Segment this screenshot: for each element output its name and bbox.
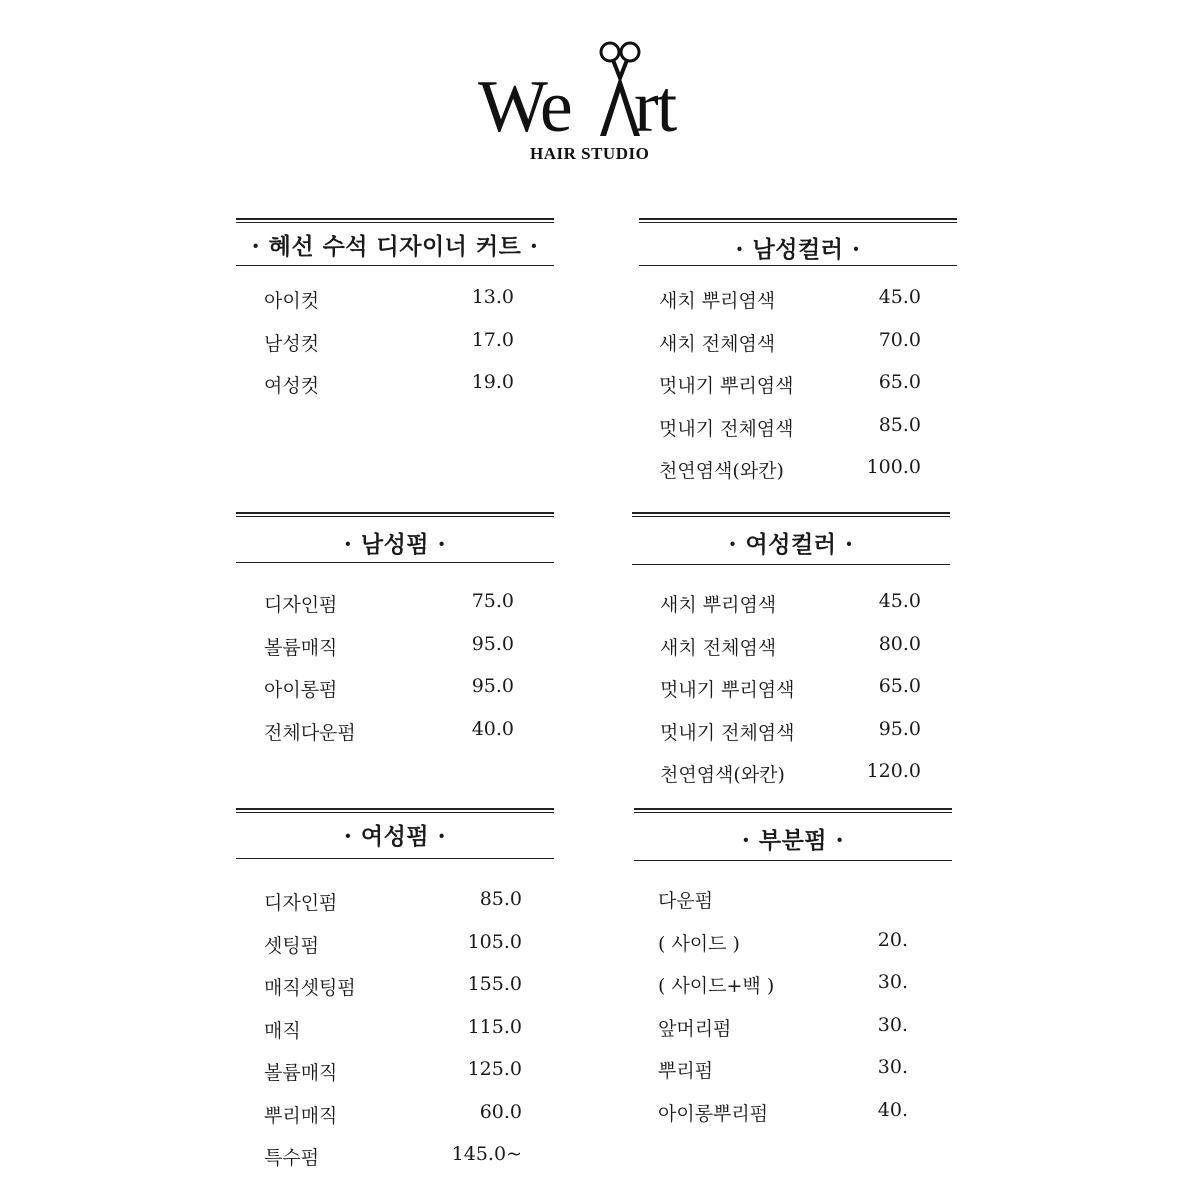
- item-price: 85.0: [479, 888, 522, 910]
- item-name: ( 사이드+백 ): [658, 975, 775, 997]
- item-price: 45.0: [878, 286, 921, 308]
- item-price: 40.: [877, 1099, 908, 1121]
- menu-item: [639, 329, 957, 359]
- item-price: 155.0: [467, 973, 522, 995]
- item-name: 뿌리매직: [264, 1105, 338, 1127]
- section-mens-color: [639, 218, 957, 482]
- item-price: 45.0: [878, 590, 921, 612]
- item-name: 전체다운펌: [264, 722, 356, 744]
- item-price: 120.0: [866, 760, 921, 782]
- section-womens-color: [632, 512, 950, 786]
- item-price: 19.0: [471, 371, 514, 393]
- item-name: 새치 전체염색: [659, 333, 776, 355]
- menu-item: [236, 286, 554, 316]
- section-title: · 부분펌 ·: [741, 827, 845, 854]
- section-designer-cut: [236, 218, 554, 397]
- item-name: 볼륨매직: [264, 1062, 338, 1084]
- item-price: 125.0: [467, 1058, 522, 1080]
- menu-item: [236, 675, 554, 705]
- item-name: ( 사이드 ): [658, 933, 740, 955]
- section-partial-perm: [634, 808, 952, 1125]
- item-name: 셋팅펌: [264, 935, 320, 957]
- brand-logo: [470, 36, 730, 166]
- section-title: · 혜선 수석 디자이너 커트 ·: [251, 233, 539, 260]
- menu-item: [632, 760, 950, 790]
- item-name: 다운펌: [658, 890, 714, 912]
- item-name: 남성컷: [264, 333, 320, 355]
- menu-item: [634, 886, 952, 916]
- item-price: 95.0: [471, 633, 514, 655]
- item-price: 145.0~: [451, 1143, 522, 1165]
- menu-item: [634, 929, 952, 959]
- item-price: 85.0: [878, 414, 921, 436]
- menu-item: [634, 971, 952, 1001]
- item-name: 뿌리펌: [658, 1060, 714, 1082]
- item-name: 앞머리펌: [658, 1018, 732, 1040]
- item-price: 95.0: [878, 718, 921, 740]
- section-title: · 남성펌 ·: [343, 531, 447, 558]
- item-price: 100.0: [866, 456, 921, 478]
- menu-item: [236, 888, 554, 918]
- menu-item: [236, 633, 554, 663]
- menu-item: [634, 1099, 952, 1129]
- item-name: 매직: [264, 1020, 301, 1042]
- item-price: 115.0: [467, 1016, 522, 1038]
- menu-item: [632, 675, 950, 705]
- menu-item: [632, 590, 950, 620]
- section-mens-perm: [236, 512, 554, 744]
- item-price: 60.0: [479, 1101, 522, 1123]
- item-price: 30.: [877, 1056, 908, 1078]
- menu-item: [639, 456, 957, 486]
- item-price: 105.0: [467, 931, 522, 953]
- menu-item: [634, 1014, 952, 1044]
- item-price: 95.0: [471, 675, 514, 697]
- item-name: 새치 전체염색: [660, 637, 777, 659]
- menu-item: [639, 286, 957, 316]
- menu-item: [639, 371, 957, 401]
- item-price: 30.: [877, 1014, 908, 1036]
- menu-item: [236, 718, 554, 748]
- item-price: 65.0: [878, 675, 921, 697]
- item-name: 아이롱뿌리펌: [658, 1103, 769, 1125]
- item-price: 40.0: [471, 718, 514, 740]
- section-header: [632, 512, 950, 565]
- menu-item: [236, 1143, 554, 1173]
- item-name: 천연염색(와칸): [659, 460, 784, 482]
- item-name: 디자인펌: [264, 892, 338, 914]
- section-header: [634, 808, 952, 861]
- item-price: 20.: [877, 929, 908, 951]
- section-title: · 남성컬러 ·: [735, 236, 861, 263]
- logo-wordmark-left: We: [478, 66, 571, 148]
- item-name: 멋내기 전체염색: [659, 418, 794, 440]
- section-header: [236, 512, 554, 563]
- menu-item: [236, 1101, 554, 1131]
- item-name: 천연염색(와칸): [660, 764, 785, 786]
- item-name: 멋내기 뿌리염색: [660, 679, 795, 701]
- item-name: 새치 뿌리염색: [659, 290, 776, 312]
- menu-item: [236, 329, 554, 359]
- menu-item: [236, 973, 554, 1003]
- item-name: 특수펌: [264, 1147, 320, 1169]
- section-womens-perm: [236, 808, 554, 1169]
- logo-wordmark-right: rt: [634, 66, 676, 148]
- menu-item: [632, 718, 950, 748]
- menu-item: [634, 1056, 952, 1086]
- item-name: 새치 뿌리염색: [660, 594, 777, 616]
- section-title: · 여성펌 ·: [343, 823, 447, 850]
- item-price: 80.0: [878, 633, 921, 655]
- section-header: [236, 808, 554, 859]
- menu-item: [236, 1058, 554, 1088]
- menu-item: [236, 371, 554, 401]
- menu-item: [236, 1016, 554, 1046]
- item-price: 30.: [877, 971, 908, 993]
- item-name: 아이컷: [264, 290, 320, 312]
- item-name: 멋내기 뿌리염색: [659, 375, 794, 397]
- menu-item: [236, 590, 554, 620]
- menu-item: [236, 931, 554, 961]
- item-price: 65.0: [878, 371, 921, 393]
- item-price: 17.0: [471, 329, 514, 351]
- menu-item: [632, 633, 950, 663]
- section-header: [236, 218, 554, 266]
- logo-subtitle: HAIR STUDIO: [530, 144, 650, 163]
- item-price: 75.0: [471, 590, 514, 612]
- item-name: 매직셋팅펌: [264, 977, 356, 999]
- item-price: 13.0: [471, 286, 514, 308]
- section-title: · 여성컬러 ·: [728, 531, 854, 558]
- item-name: 여성컷: [264, 375, 320, 397]
- item-price: 70.0: [878, 329, 921, 351]
- section-header: [639, 218, 957, 266]
- item-name: 볼륨매직: [264, 637, 338, 659]
- item-name: 아이롱펌: [264, 679, 338, 701]
- item-name: 디자인펌: [264, 594, 338, 616]
- menu-item: [639, 414, 957, 444]
- item-name: 멋내기 전체염색: [660, 722, 795, 744]
